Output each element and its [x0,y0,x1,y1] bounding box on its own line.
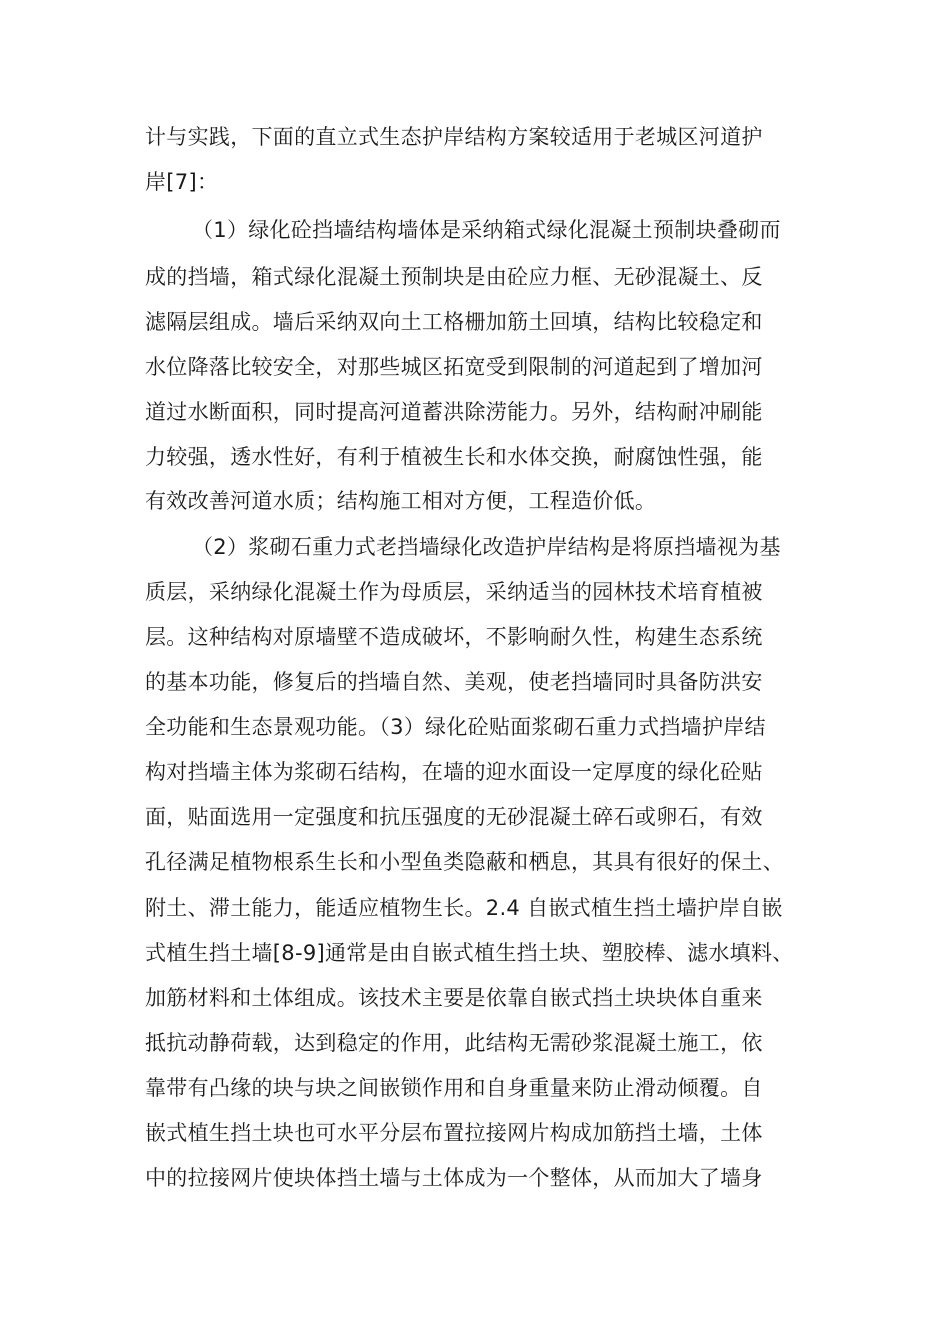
text-line: 力较强，透水性好，有利于植被生长和水体交换，耐腐蚀性强，能 [145,445,763,469]
text-line: 的基本功能，修复后的挡墙自然、美观，使老挡墙同时具备防洪安 [145,670,763,694]
text-line: 附土、滞土能力，能适应植物生长。2.4 自嵌式植生挡土墙护岸自嵌 [145,896,783,920]
text-line: 全功能和生态景观功能。（3）绿化砼贴面浆砌石重力式挡墙护岸结 [145,715,766,739]
text-line: 抵抗动静荷载，达到稳定的作用，此结构无需砂浆混凝土施工，依 [145,1031,763,1055]
text-line: 质层，采纳绿化混凝土作为母质层，采纳适当的园林技术培育植被 [145,580,763,604]
text-line: 成的挡墙，箱式绿化混凝土预制块是由砼应力框、无砂混凝土、反 [145,265,763,289]
text-line: 面，贴面选用一定强度和抗压强度的无砂混凝土碎石或卵石，有效 [145,805,763,829]
text-line: 嵌式植生挡土块也可水平分层布置拉接网片构成加筋挡土墙，土体 [145,1121,763,1145]
text-line: 中的拉接网片使块体挡土墙与土体成为一个整体，从而加大了墙身 [145,1166,763,1190]
text-line: 层。这种结构对原墙壁不造成破坏，不影响耐久性，构建生态系统 [145,625,763,649]
text-line: 计与实践，下面的直立式生态护岸结构方案较适用于老城区河道护 [145,125,763,149]
text-line: （1）绿化砼挡墙结构墙体是采纳箱式绿化混凝土预制块叠砌而 [192,218,781,242]
text-line: 道过水断面积，同时提高河道蓄洪除涝能力。另外，结构耐冲刷能 [145,400,763,424]
text-line: 加筋材料和土体组成。该技术主要是依靠自嵌式挡土块块体自重来 [145,986,763,1010]
text-line: 构对挡墙主体为浆砌石结构，在墙的迎水面设一定厚度的绿化砼贴 [145,760,763,784]
text-line: 滤隔层组成。墙后采纳双向土工格栅加筋土回填，结构比较稳定和 [145,310,763,334]
text-line: 孔径满足植物根系生长和小型鱼类隐蔽和栖息，其具有很好的保土、 [145,850,784,874]
text-line: （2）浆砌石重力式老挡墙绿化改造护岸结构是将原挡墙视为基 [192,535,781,559]
text-line: 式植生挡土墙[8-9]通常是由自嵌式植生挡土块、塑胶棒、滤水填料、 [145,941,794,965]
text-line: 水位降落比较安全，对那些城区拓宽受到限制的河道起到了增加河 [145,355,763,379]
text-line: 靠带有凸缘的块与块之间嵌锁作用和自身重量来防止滑动倾覆。自 [145,1076,763,1100]
text-line: 岸[7]： [145,170,219,194]
text-line: 有效改善河道水质；结构施工相对方便，工程造价低。 [145,489,657,513]
